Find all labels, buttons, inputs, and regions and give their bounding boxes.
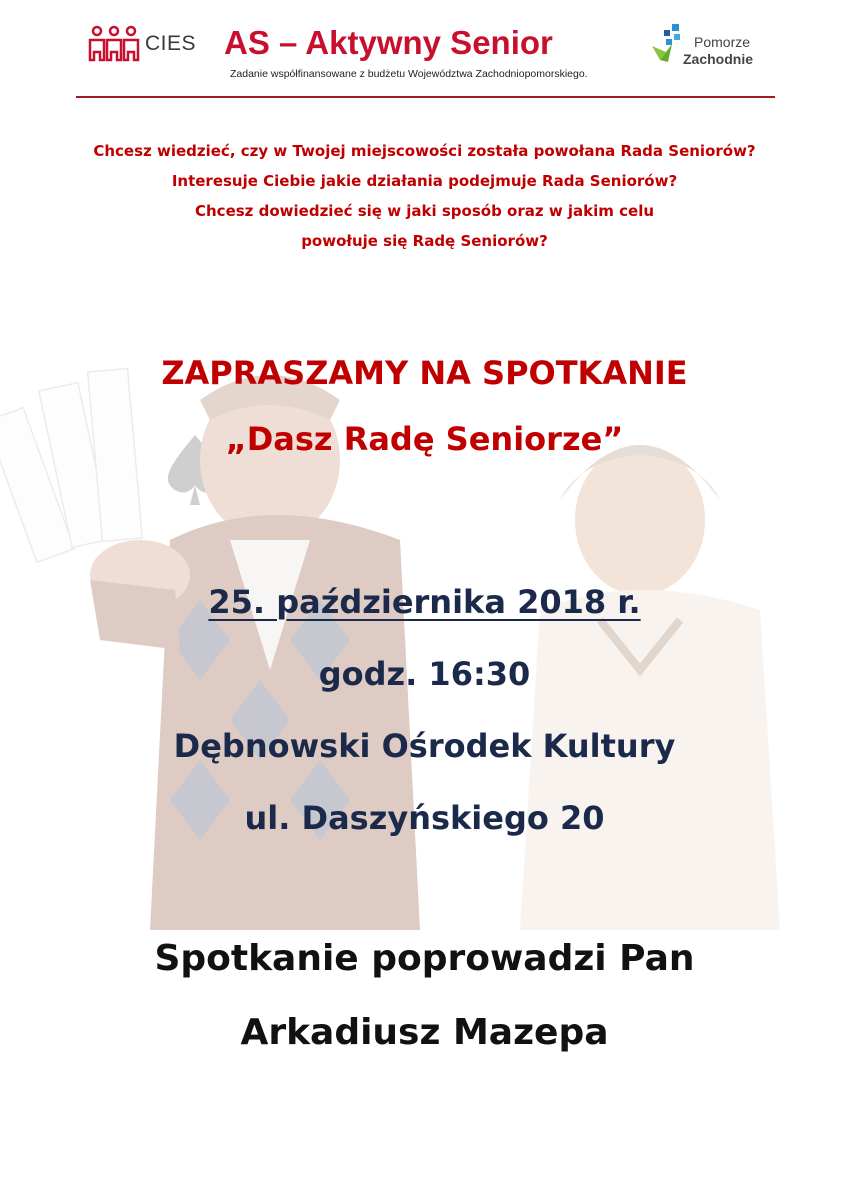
cies-label: CIES xyxy=(145,32,197,55)
event-time: godz. 16:30 xyxy=(318,655,531,693)
invitation-block xyxy=(0,340,849,472)
presenter-intro: Spotkanie poprowadzi Pan xyxy=(154,938,695,979)
project-title: AS – Aktywny Senior xyxy=(224,24,553,61)
questions-block xyxy=(0,136,849,256)
question-line: Interesuje Ciebie jakie działania podejmuje Rada Seniorów? xyxy=(171,172,678,190)
event-address: ul. Daszyńskiego 20 xyxy=(244,799,605,837)
funding-note: Zadanie współfinansowane z budżetu Województwa Zachodniopomorskiego. xyxy=(230,68,588,80)
partner-name-line2: Zachodnie xyxy=(683,51,754,67)
event-date: 25. października 2018 r. xyxy=(208,583,641,621)
header xyxy=(0,0,849,100)
header-divider xyxy=(76,96,775,98)
event-venue: Dębnowski Ośrodek Kultury xyxy=(173,727,676,765)
presenter-block xyxy=(0,922,849,1070)
event-details xyxy=(0,566,849,854)
invitation-headline: ZAPRASZAMY NA SPOTKANIE xyxy=(161,354,688,392)
question-line: Chcesz dowiedzieć się w jaki sposób oraz w jakim celu xyxy=(194,202,655,220)
presenter-name: Arkadiusz Mazepa xyxy=(240,1012,609,1053)
event-name: „Dasz Radę Seniorze” xyxy=(225,420,624,458)
question-line: Chcesz wiedzieć, czy w Twojej miejscowości została powołana Rada Seniorów? xyxy=(93,142,756,160)
partner-name-line1: Pomorze xyxy=(694,34,751,50)
question-line: powołuje się Radę Seniorów? xyxy=(301,232,548,250)
